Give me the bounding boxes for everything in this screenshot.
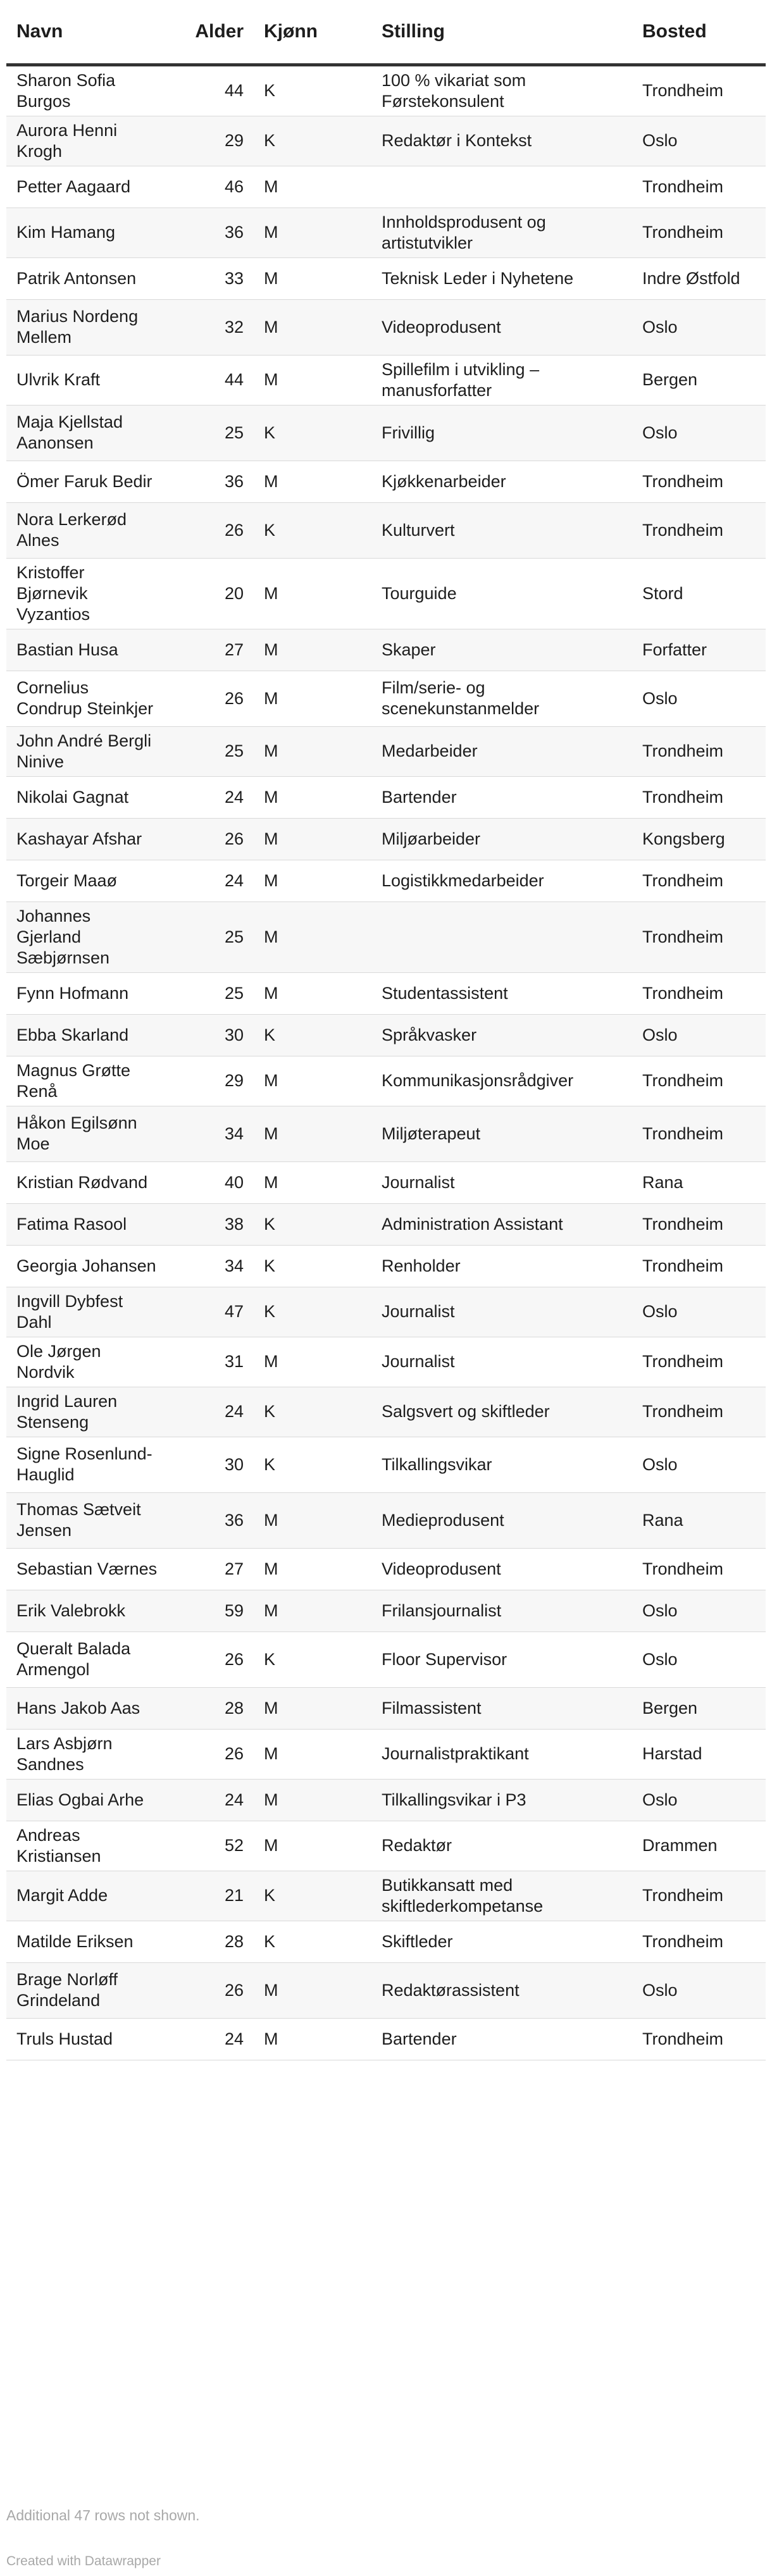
applicants-table (6, 0, 766, 2060)
cell-kjonn: K (254, 1287, 371, 1337)
header-stilling[interactable]: Stilling (371, 0, 632, 65)
cell-alder: 36 (168, 461, 254, 502)
cell-bosted: Forfatter (632, 629, 766, 671)
cell-navn: Maja Kjellstad Aanonsen (6, 405, 168, 461)
cell-alder: 25 (168, 901, 254, 972)
cell-alder: 28 (168, 1687, 254, 1729)
table-row (6, 1387, 766, 1437)
cell-navn: Ebba Skarland (6, 1014, 168, 1056)
cell-kjonn: M (254, 726, 371, 776)
cell-alder: 34 (168, 1106, 254, 1161)
cell-bosted: Trondheim (632, 972, 766, 1014)
cell-stilling: Film/serie- og scenekunstanmelder (371, 671, 632, 726)
cell-alder: 29 (168, 116, 254, 166)
table-row (6, 502, 766, 558)
cell-stilling: 100 % vikariat som Førstekonsulent (371, 65, 632, 116)
cell-navn: Kristoffer Bjørnevik Vyzantios (6, 558, 168, 629)
cell-alder: 30 (168, 1437, 254, 1492)
table-row (6, 671, 766, 726)
cell-alder: 25 (168, 972, 254, 1014)
table-row (6, 355, 766, 405)
cell-navn: Lars Asbjørn Sandnes (6, 1729, 168, 1779)
cell-bosted: Trondheim (632, 1548, 766, 1590)
cell-stilling: Tourguide (371, 558, 632, 629)
cell-alder: 24 (168, 1779, 254, 1821)
cell-kjonn: K (254, 116, 371, 166)
cell-stilling: Butikkansatt med skiftlederkompetanse (371, 1871, 632, 1921)
cell-stilling: Bartender (371, 2018, 632, 2060)
cell-navn: Signe Rosenlund-Hauglid (6, 1437, 168, 1492)
cell-navn: Marius Nordeng Mellem (6, 299, 168, 355)
cell-bosted: Trondheim (632, 65, 766, 116)
table-row (6, 1729, 766, 1779)
cell-kjonn: K (254, 1245, 371, 1287)
table-row (6, 558, 766, 629)
table-header (6, 0, 766, 65)
cell-bosted: Trondheim (632, 461, 766, 502)
header-navn[interactable]: Navn (6, 0, 168, 65)
cell-stilling: Redaktør (371, 1821, 632, 1871)
cell-kjonn: K (254, 1014, 371, 1056)
cell-alder: 36 (168, 1492, 254, 1548)
cell-bosted: Kongsberg (632, 818, 766, 860)
table-row (6, 1203, 766, 1245)
cell-stilling: Videoprodusent (371, 1548, 632, 1590)
cell-navn: Nikolai Gagnat (6, 776, 168, 818)
cell-stilling: Videoprodusent (371, 299, 632, 355)
table-row (6, 166, 766, 207)
cell-stilling: Teknisk Leder i Nyhetene (371, 257, 632, 299)
cell-stilling: Kommunikasjonsrådgiver (371, 1056, 632, 1106)
table-row (6, 1632, 766, 1687)
table-row (6, 1437, 766, 1492)
cell-bosted: Indre Østfold (632, 257, 766, 299)
cell-navn: Ömer Faruk Bedir (6, 461, 168, 502)
cell-kjonn: K (254, 502, 371, 558)
cell-navn: Matilde Eriksen (6, 1921, 168, 1962)
cell-navn: Hans Jakob Aas (6, 1687, 168, 1729)
table-row (6, 1687, 766, 1729)
cell-bosted: Rana (632, 1492, 766, 1548)
cell-stilling: Filmassistent (371, 1687, 632, 1729)
cell-bosted: Trondheim (632, 1056, 766, 1106)
cell-alder: 24 (168, 2018, 254, 2060)
cell-stilling: Skiftleder (371, 1921, 632, 1962)
table-row (6, 776, 766, 818)
cell-alder: 59 (168, 1590, 254, 1632)
cell-kjonn: M (254, 1548, 371, 1590)
cell-navn: Nora Lerkerød Alnes (6, 502, 168, 558)
cell-bosted: Rana (632, 1161, 766, 1203)
cell-kjonn: M (254, 860, 371, 901)
cell-alder: 26 (168, 1962, 254, 2018)
cell-kjonn: M (254, 629, 371, 671)
cell-kjonn: M (254, 1729, 371, 1779)
cell-bosted: Trondheim (632, 2018, 766, 2060)
cell-kjonn: M (254, 257, 371, 299)
table-row (6, 1821, 766, 1871)
cell-stilling: Miljøterapeut (371, 1106, 632, 1161)
cell-kjonn: K (254, 1437, 371, 1492)
cell-alder: 25 (168, 405, 254, 461)
cell-alder: 30 (168, 1014, 254, 1056)
cell-navn: Brage Norløff Grindeland (6, 1962, 168, 2018)
cell-bosted: Oslo (632, 1437, 766, 1492)
cell-bosted: Oslo (632, 299, 766, 355)
cell-bosted: Trondheim (632, 726, 766, 776)
cell-stilling: Floor Supervisor (371, 1632, 632, 1687)
table-row (6, 1337, 766, 1387)
cell-stilling: Redaktør i Kontekst (371, 116, 632, 166)
cell-stilling: Språkvasker (371, 1014, 632, 1056)
cell-navn: Ulvrik Kraft (6, 355, 168, 405)
table-row (6, 65, 766, 116)
cell-kjonn: K (254, 405, 371, 461)
cell-alder: 38 (168, 1203, 254, 1245)
cell-bosted: Oslo (632, 1779, 766, 1821)
table-row (6, 1921, 766, 1962)
table-row (6, 1492, 766, 1548)
cell-alder: 24 (168, 776, 254, 818)
cell-bosted: Bergen (632, 1687, 766, 1729)
cell-bosted: Oslo (632, 1014, 766, 1056)
cell-alder: 21 (168, 1871, 254, 1921)
cell-alder: 47 (168, 1287, 254, 1337)
cell-navn: Margit Adde (6, 1871, 168, 1921)
cell-bosted: Oslo (632, 1590, 766, 1632)
datawrapper-credit-link[interactable]: Created with Datawrapper (6, 2554, 161, 2568)
cell-alder: 34 (168, 1245, 254, 1287)
table-row (6, 1871, 766, 1921)
cell-navn: Fynn Hofmann (6, 972, 168, 1014)
cell-bosted: Trondheim (632, 1106, 766, 1161)
cell-navn: Andreas Kristiansen (6, 1821, 168, 1871)
table-row (6, 1590, 766, 1632)
cell-kjonn: M (254, 2018, 371, 2060)
cell-kjonn: M (254, 1821, 371, 1871)
cell-kjonn: K (254, 1203, 371, 1245)
cell-alder: 52 (168, 1821, 254, 1871)
cell-kjonn: M (254, 818, 371, 860)
cell-bosted: Oslo (632, 405, 766, 461)
cell-alder: 20 (168, 558, 254, 629)
cell-alder: 26 (168, 1729, 254, 1779)
cell-bosted: Oslo (632, 671, 766, 726)
cell-stilling: Skaper (371, 629, 632, 671)
cell-alder: 32 (168, 299, 254, 355)
table-body (6, 65, 766, 2060)
cell-kjonn: M (254, 1590, 371, 1632)
cell-navn: Magnus Grøtte Renå (6, 1056, 168, 1106)
cell-navn: Queralt Balada Armengol (6, 1632, 168, 1687)
table-row (6, 1245, 766, 1287)
cell-navn: Sharon Sofia Burgos (6, 65, 168, 116)
cell-bosted: Trondheim (632, 901, 766, 972)
cell-navn: Ingvill Dybfest Dahl (6, 1287, 168, 1337)
cell-alder: 26 (168, 1632, 254, 1687)
cell-stilling: Administration Assistant (371, 1203, 632, 1245)
table-row (6, 726, 766, 776)
cell-stilling (371, 166, 632, 207)
cell-stilling: Kulturvert (371, 502, 632, 558)
table-row (6, 116, 766, 166)
cell-navn: Kashayar Afshar (6, 818, 168, 860)
cell-stilling: Logistikkmedarbeider (371, 860, 632, 901)
rows-not-shown-note: Additional 47 rows not shown. (6, 2507, 200, 2523)
cell-stilling (371, 901, 632, 972)
cell-kjonn: M (254, 671, 371, 726)
table-row (6, 629, 766, 671)
cell-kjonn: M (254, 1056, 371, 1106)
cell-alder: 46 (168, 166, 254, 207)
cell-kjonn: M (254, 972, 371, 1014)
cell-alder: 40 (168, 1161, 254, 1203)
table-row (6, 461, 766, 502)
cell-alder: 24 (168, 1387, 254, 1437)
cell-stilling: Bartender (371, 776, 632, 818)
cell-alder: 26 (168, 818, 254, 860)
cell-kjonn: K (254, 1387, 371, 1437)
cell-stilling: Journalist (371, 1337, 632, 1387)
cell-alder: 26 (168, 671, 254, 726)
cell-kjonn: K (254, 1871, 371, 1921)
cell-navn: Georgia Johansen (6, 1245, 168, 1287)
header-bosted[interactable]: Bosted (632, 0, 766, 65)
cell-stilling: Redaktørassistent (371, 1962, 632, 2018)
cell-kjonn: M (254, 1687, 371, 1729)
cell-kjonn: M (254, 1962, 371, 2018)
table-row (6, 2018, 766, 2060)
cell-navn: Torgeir Maaø (6, 860, 168, 901)
cell-navn: Fatima Rasool (6, 1203, 168, 1245)
cell-navn: Aurora Henni Krogh (6, 116, 168, 166)
table-row (6, 1161, 766, 1203)
cell-stilling: Medarbeider (371, 726, 632, 776)
table-row (6, 972, 766, 1014)
cell-bosted: Trondheim (632, 1921, 766, 1962)
cell-bosted: Trondheim (632, 1203, 766, 1245)
cell-bosted: Oslo (632, 1287, 766, 1337)
cell-alder: 24 (168, 860, 254, 901)
cell-kjonn: M (254, 355, 371, 405)
cell-kjonn: M (254, 299, 371, 355)
cell-navn: Ingrid Lauren Stenseng (6, 1387, 168, 1437)
cell-kjonn: K (254, 1632, 371, 1687)
table-row (6, 1106, 766, 1161)
table-row (6, 1779, 766, 1821)
table-row (6, 901, 766, 972)
cell-alder: 27 (168, 629, 254, 671)
cell-bosted: Trondheim (632, 1245, 766, 1287)
cell-navn: John André Bergli Ninive (6, 726, 168, 776)
cell-stilling: Medieprodusent (371, 1492, 632, 1548)
cell-bosted: Oslo (632, 1962, 766, 2018)
cell-kjonn: M (254, 461, 371, 502)
cell-bosted: Trondheim (632, 207, 766, 257)
cell-navn: Sebastian Værnes (6, 1548, 168, 1590)
cell-kjonn: M (254, 1161, 371, 1203)
cell-kjonn: M (254, 558, 371, 629)
cell-bosted: Trondheim (632, 166, 766, 207)
cell-alder: 27 (168, 1548, 254, 1590)
cell-stilling: Journalist (371, 1287, 632, 1337)
table-row (6, 1014, 766, 1056)
cell-stilling: Tilkallingsvikar (371, 1437, 632, 1492)
cell-navn: Håkon Egilsønn Moe (6, 1106, 168, 1161)
cell-bosted: Trondheim (632, 502, 766, 558)
cell-navn: Patrik Antonsen (6, 257, 168, 299)
cell-bosted: Stord (632, 558, 766, 629)
cell-navn: Petter Aagaard (6, 166, 168, 207)
cell-alder: 36 (168, 207, 254, 257)
cell-alder: 28 (168, 1921, 254, 1962)
header-row (6, 0, 766, 65)
table-row (6, 207, 766, 257)
cell-navn: Elias Ogbai Arhe (6, 1779, 168, 1821)
table-row (6, 1287, 766, 1337)
cell-navn: Kim Hamang (6, 207, 168, 257)
cell-stilling: Studentassistent (371, 972, 632, 1014)
cell-kjonn: K (254, 1921, 371, 1962)
cell-alder: 29 (168, 1056, 254, 1106)
cell-stilling: Innholdsprodusent og artistutvikler (371, 207, 632, 257)
cell-kjonn: M (254, 776, 371, 818)
table-row (6, 405, 766, 461)
cell-alder: 25 (168, 726, 254, 776)
cell-stilling: Miljøarbeider (371, 818, 632, 860)
cell-alder: 26 (168, 502, 254, 558)
table-row (6, 1962, 766, 2018)
cell-bosted: Bergen (632, 355, 766, 405)
cell-bosted: Drammen (632, 1821, 766, 1871)
cell-kjonn: K (254, 65, 371, 116)
cell-navn: Kristian Rødvand (6, 1161, 168, 1203)
cell-bosted: Trondheim (632, 1871, 766, 1921)
cell-kjonn: M (254, 1779, 371, 1821)
cell-kjonn: M (254, 207, 371, 257)
cell-alder: 31 (168, 1337, 254, 1387)
cell-kjonn: M (254, 166, 371, 207)
table-row (6, 1548, 766, 1590)
cell-bosted: Trondheim (632, 776, 766, 818)
cell-bosted: Harstad (632, 1729, 766, 1779)
header-alder[interactable]: Alder (168, 0, 254, 65)
cell-bosted: Trondheim (632, 1387, 766, 1437)
cell-kjonn: M (254, 901, 371, 972)
table-row (6, 818, 766, 860)
table-row (6, 1056, 766, 1106)
cell-stilling: Tilkallingsvikar i P3 (371, 1779, 632, 1821)
cell-stilling: Frivillig (371, 405, 632, 461)
cell-stilling: Renholder (371, 1245, 632, 1287)
cell-bosted: Trondheim (632, 860, 766, 901)
cell-kjonn: M (254, 1337, 371, 1387)
cell-kjonn: M (254, 1492, 371, 1548)
cell-navn: Johannes Gjerland Sæbjørnsen (6, 901, 168, 972)
cell-navn: Bastian Husa (6, 629, 168, 671)
header-kjonn[interactable]: Kjønn (254, 0, 371, 65)
cell-navn: Cornelius Condrup Steinkjer (6, 671, 168, 726)
cell-alder: 44 (168, 65, 254, 116)
table-row (6, 299, 766, 355)
cell-stilling: Journalistpraktikant (371, 1729, 632, 1779)
table-row (6, 257, 766, 299)
cell-stilling: Journalist (371, 1161, 632, 1203)
cell-alder: 33 (168, 257, 254, 299)
table-row (6, 860, 766, 901)
datawrapper-table-container (6, 0, 766, 2060)
cell-navn: Truls Hustad (6, 2018, 168, 2060)
cell-stilling: Kjøkkenarbeider (371, 461, 632, 502)
cell-bosted: Trondheim (632, 1337, 766, 1387)
cell-bosted: Oslo (632, 1632, 766, 1687)
cell-navn: Thomas Sætveit Jensen (6, 1492, 168, 1548)
cell-stilling: Spillefilm i utvikling – manusforfatter (371, 355, 632, 405)
cell-bosted: Oslo (632, 116, 766, 166)
cell-alder: 44 (168, 355, 254, 405)
cell-stilling: Frilansjournalist (371, 1590, 632, 1632)
cell-stilling: Salgsvert og skiftleder (371, 1387, 632, 1437)
cell-kjonn: M (254, 1106, 371, 1161)
cell-navn: Ole Jørgen Nordvik (6, 1337, 168, 1387)
cell-navn: Erik Valebrokk (6, 1590, 168, 1632)
